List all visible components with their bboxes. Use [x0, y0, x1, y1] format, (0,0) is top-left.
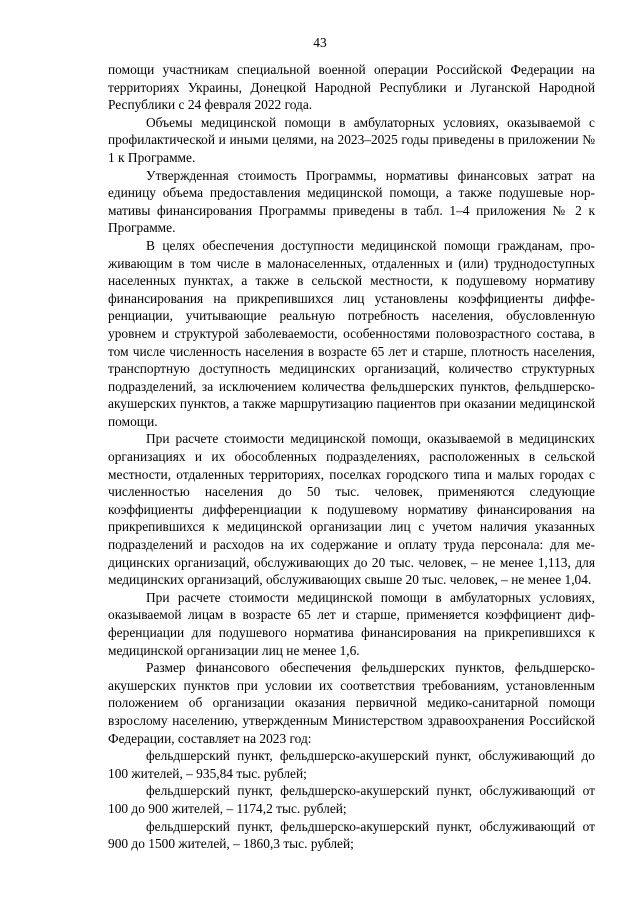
document-body — [108, 61, 595, 853]
paragraph-continuation: помощи участникам специальной военной операции Российской Федерации на территориях Украины, Донецкой Народной Республики и Луганской Народной Республики с 24 февраля 2022 года. — [108, 62, 595, 113]
paragraph-feldsher-funding: Размер финансового обеспечения фельдшерских пунктов, фельдшерско-акушерских пунктов при условии их соответствия требованиям, установленным положением об организации оказания первичной медико-санитарной помощи взрослому населению, утвержденным Министерством здравоохранения Российской Федерации, составляет на 2023 год: — [108, 660, 595, 746]
page-number: 43 — [313, 35, 327, 50]
list-item-900-to-1500: фельдшерский пункт, фельдшерско-акушерский пункт, обслуживающий от 900 до 1500 жителей, – 1860,3 тыс. рублей; — [108, 818, 595, 852]
paragraph-differentiation-coefficients: В целях обеспечения доступности медицинской помощи гражданам, проживающим в том числе в малонаселенных, отдаленных и (или) труднодоступных населенных пунктах, а также в сельской местности, к подушевому нормативу финансирования на прикрепившихся лиц установлены коэффициенты дифференциации, учитывающие реальную потребность населения, обусловленную уровнем и структурой заболеваемости, особенностями половозрастного состава, в том числе численность населения в возрасте 65 лет и старше, плотность населения, транспортную доступность медицинских организаций, количество структурных подразделений, за исключением количества фельдшерских пунктов, фельдшерско-акушерских пунктов, а также маршрутизацию пациентов при оказании медицинской помощи. — [108, 237, 595, 429]
paragraph-rural-organizations: При расчете стоимости медицинской помощи, оказываемой в медицинских организациях и их обособленных подразделениях, расположенных в сельской местности, отдаленных территориях, поселках городского типа и малых городах с численностью населения до 50 тыс. человек, применяются следующие коэффициенты дифференциации к подушевому нормативу финансирования на прикрепившихся к медицинской организации лиц с учетом наличия указанных подразделений и расходов на их содержание и оплату труда персонала: для медицинских организаций, обслуживающих до 20 тыс. человек, – не менее 1,113, для медицинских организаций, обслуживающих свыше 20 тыс. человек, – не менее 1,04. — [108, 431, 595, 588]
paragraph-elderly-coefficient: При расчете стоимости медицинской помощи в амбулаторных условиях, оказываемой лицам в возрасте 65 лет и старше, применяется коэффициент дифференциации для подушевого норматива финансирования на прикрепившихся к медицинской организации лиц не менее 1,6. — [108, 589, 595, 658]
paragraph-ambulatory-volumes: Объемы медицинской помощи в амбулаторных условиях, оказываемой с профилактической и иными целями, на 2023–2025 годы приведены в приложении № 1 к Программе. — [108, 114, 595, 165]
list-item-up-to-100: фельдшерский пункт, фельдшерско-акушерский пункт, обслуживающий до 100 жителей, – 935,84 тыс. рублей; — [108, 748, 595, 781]
list-item-100-to-900: фельдшерский пункт, фельдшерско-акушерский пункт, обслуживающий от 100 до 900 жителей, – 1174,2 тыс. рублей; — [108, 783, 595, 816]
paragraph-program-cost: Утвержденная стоимость Программы, нормативы финансовых затрат на единицу объема предоставления медицинской помощи, а также подушевые нормативы финансирования Программы приведены в табл. 1–4 приложения № 2 к Программе. — [108, 167, 595, 236]
